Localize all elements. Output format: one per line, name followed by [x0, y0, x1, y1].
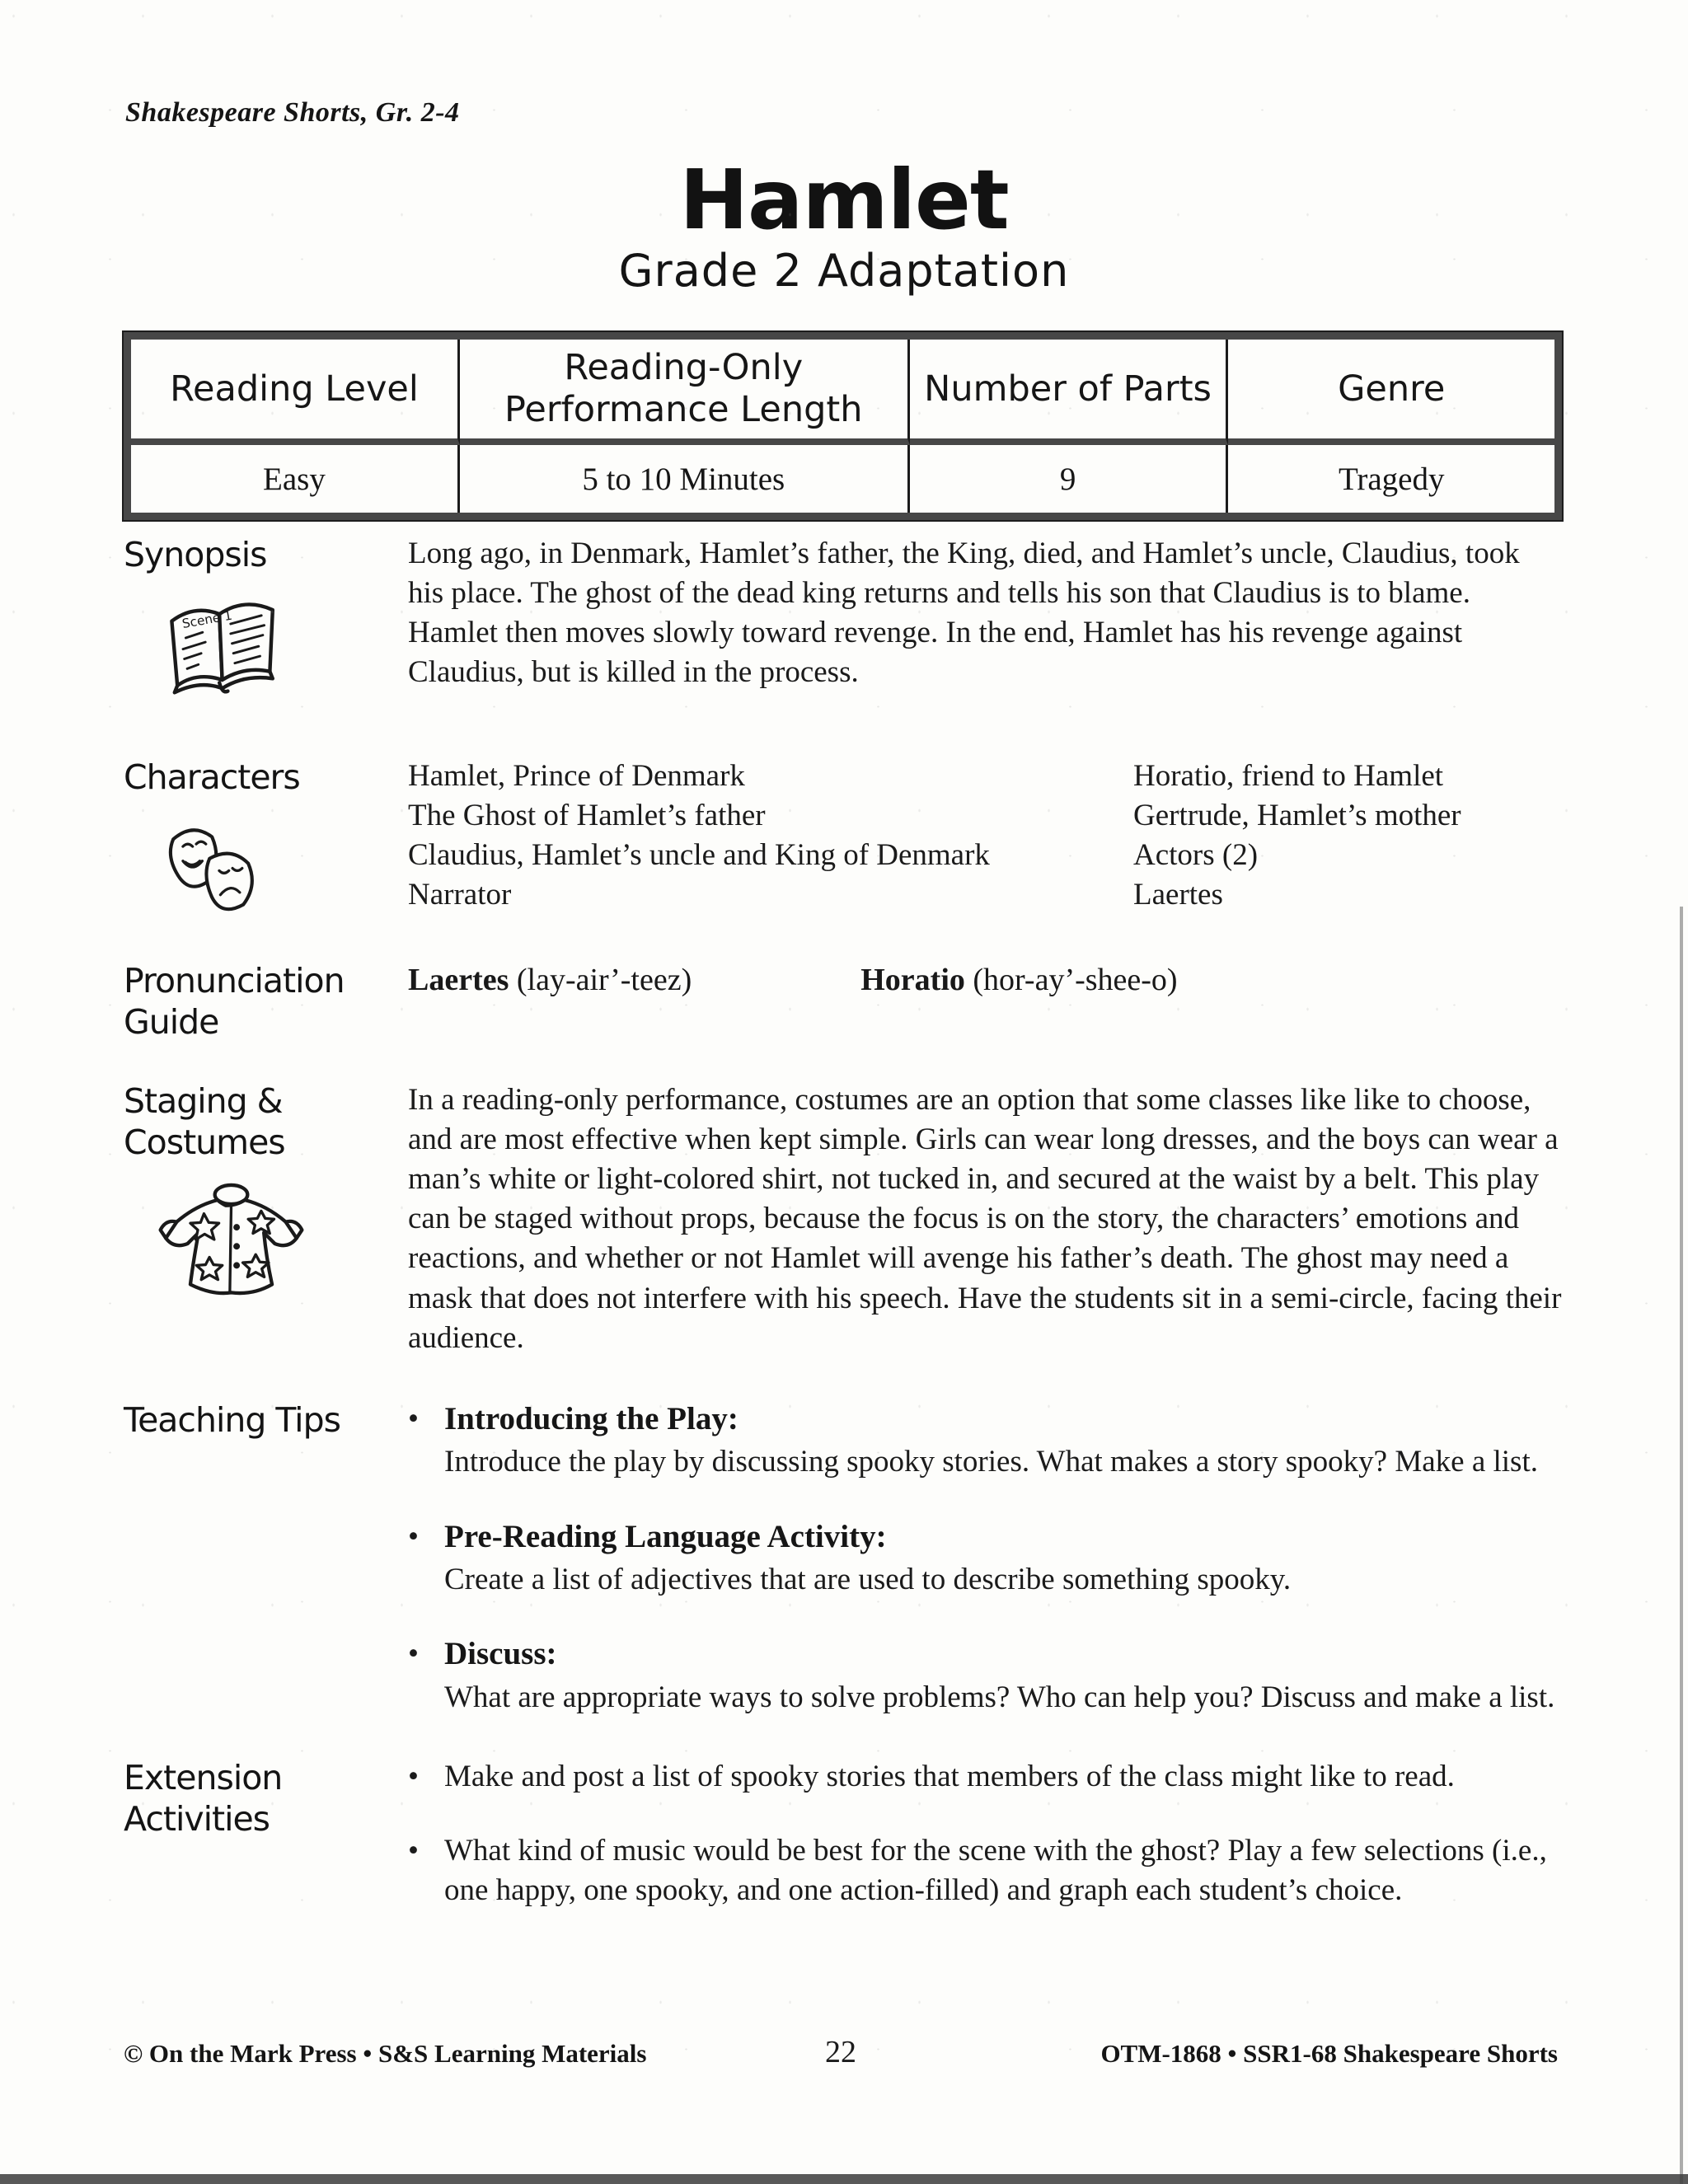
pronunciation-phonetic: (lay-air’-teez)	[509, 963, 692, 998]
bullet-icon: •	[408, 1401, 419, 1436]
teaching-tip	[408, 1634, 1562, 1718]
staging-text: In a reading-only performance, costumes are an option that some classes like like to choose, and are most effective when kept simple. Girls can wear long dresses, and the boys can wear a man’s white or light-colored shirt, not tucked in, and secured at the waist by a belt. This play can be staged without props, because the focus is on the story, the characters’ emotions and reactions, and whether or not Hamlet will avenge his father’s death. The ghost may need a mask that does not interfere with his speech. Have the students sit in a semi-circle, facing their audience.	[408, 1083, 1562, 1355]
characters-right-column	[1133, 757, 1461, 915]
pronunciation-entry	[408, 960, 692, 1001]
footer-product-code: OTM-1868 • SSR1-68 Shakespeare Shorts	[1100, 2039, 1558, 2068]
page-content	[124, 534, 1562, 1911]
play-info-table	[124, 332, 1562, 520]
scan-artifact-bottom-edge	[0, 2174, 1688, 2184]
staging-section	[124, 1080, 1562, 1358]
character: Hamlet, Prince of Denmark	[408, 759, 745, 794]
characters-label: Characters	[124, 757, 300, 798]
character: Laertes	[1133, 878, 1223, 912]
pronunciation-name: Laertes	[408, 963, 509, 998]
character: Gertrude, Hamlet’s mother	[1133, 799, 1461, 833]
table-header-number-of-parts: Number of Parts	[910, 340, 1229, 445]
synopsis-section	[124, 534, 1562, 714]
characters-left-column	[408, 757, 1133, 915]
teaching-tip	[408, 1399, 1562, 1483]
character: The Ghost of Hamlet’s father	[408, 799, 766, 833]
table-value-genre: Tragedy	[1338, 461, 1445, 497]
extension-activities-section	[124, 1757, 1562, 1910]
table-value-reading-level: Easy	[131, 445, 460, 513]
bullet-icon: •	[408, 1834, 419, 1868]
title-block	[0, 152, 1688, 297]
table-header-genre: Genre	[1228, 340, 1554, 445]
page-number: 22	[825, 2035, 856, 2069]
script-icon-text: Scene 1	[181, 607, 233, 632]
table-value-performance-length: 5 to 10 Minutes	[460, 445, 910, 513]
extension-body: Make and post a list of spooky stories that members of the class might like to read.	[444, 1760, 1455, 1794]
tip-body: Create a list of adjectives that are used to describe something spooky.	[444, 1563, 1292, 1597]
extension-activities-label: Extension Activities	[124, 1758, 283, 1840]
teaching-tips-section	[124, 1399, 1562, 1718]
series-header: Shakespeare Shorts, Gr. 2-4	[125, 97, 460, 128]
teaching-tip	[408, 1517, 1562, 1601]
page-title: Hamlet	[679, 152, 1009, 248]
tip-heading: Introducing the Play:	[444, 1400, 738, 1436]
tip-body: Introduce the play by discussing spooky stories. What makes a story spooky? Make a list.	[444, 1445, 1538, 1479]
character: Narrator	[408, 878, 512, 912]
bullet-icon: •	[408, 1519, 419, 1554]
tip-body: What are appropriate ways to solve problems? Who can help you? Discuss and make a list.	[444, 1680, 1555, 1715]
bullet-icon: •	[408, 1760, 419, 1794]
tip-heading: Discuss:	[444, 1636, 557, 1672]
character: Actors (2)	[1133, 838, 1259, 873]
pronunciation-name: Horatio	[860, 963, 965, 998]
extension-activity	[408, 1757, 1562, 1797]
extension-body: What kind of music would be best for the scene with the ghost? Play a few selections (i.e., one happy, one spooky, and one action-filled) and graph each student’s choice.	[444, 1834, 1547, 1908]
script-book-icon	[155, 590, 408, 714]
footer-publisher: © On the Mark Press • S&S Learning Materials	[124, 2039, 647, 2068]
character: Claudius, Hamlet’s uncle and King of Denmark	[408, 838, 990, 873]
page-subtitle: Grade 2 Adaptation	[618, 245, 1070, 297]
pronunciation-label: Pronunciation Guide	[124, 961, 345, 1043]
characters-section	[124, 757, 1562, 924]
table-header-reading-level: Reading Level	[131, 340, 460, 445]
costume-shirt-icon	[155, 1178, 408, 1301]
tip-heading: Pre-Reading Language Activity:	[444, 1518, 887, 1554]
pronunciation-phonetic: (hor-ay’-shee-o)	[964, 963, 1178, 998]
page-footer	[124, 2034, 1558, 2070]
pronunciation-section	[124, 960, 1562, 1043]
table-header-performance-length: Reading-Only Performance Length	[460, 340, 910, 445]
scan-artifact-right-edge	[1680, 907, 1683, 2184]
teaching-tips-label: Teaching Tips	[124, 1399, 340, 1440]
staging-label: Staging & Costumes	[124, 1081, 285, 1163]
bullet-icon: •	[408, 1637, 419, 1671]
character: Horatio, friend to Hamlet	[1133, 759, 1444, 794]
synopsis-text: Long ago, in Denmark, Hamlet’s father, the King, died, and Hamlet’s uncle, Claudius, took his place. The ghost of the dead king returns and tells his son that Claudius is to blame. Hamlet then moves slowly toward revenge. In the end, Hamlet has his revenge against Claudius, but is killed in the process.	[408, 537, 1520, 690]
table-value-number-of-parts: 9	[910, 445, 1229, 513]
pronunciation-entry	[860, 960, 1177, 1001]
comedy-tragedy-masks-icon	[155, 813, 408, 924]
synopsis-label: Synopsis	[124, 535, 267, 574]
extension-activity	[408, 1831, 1562, 1910]
